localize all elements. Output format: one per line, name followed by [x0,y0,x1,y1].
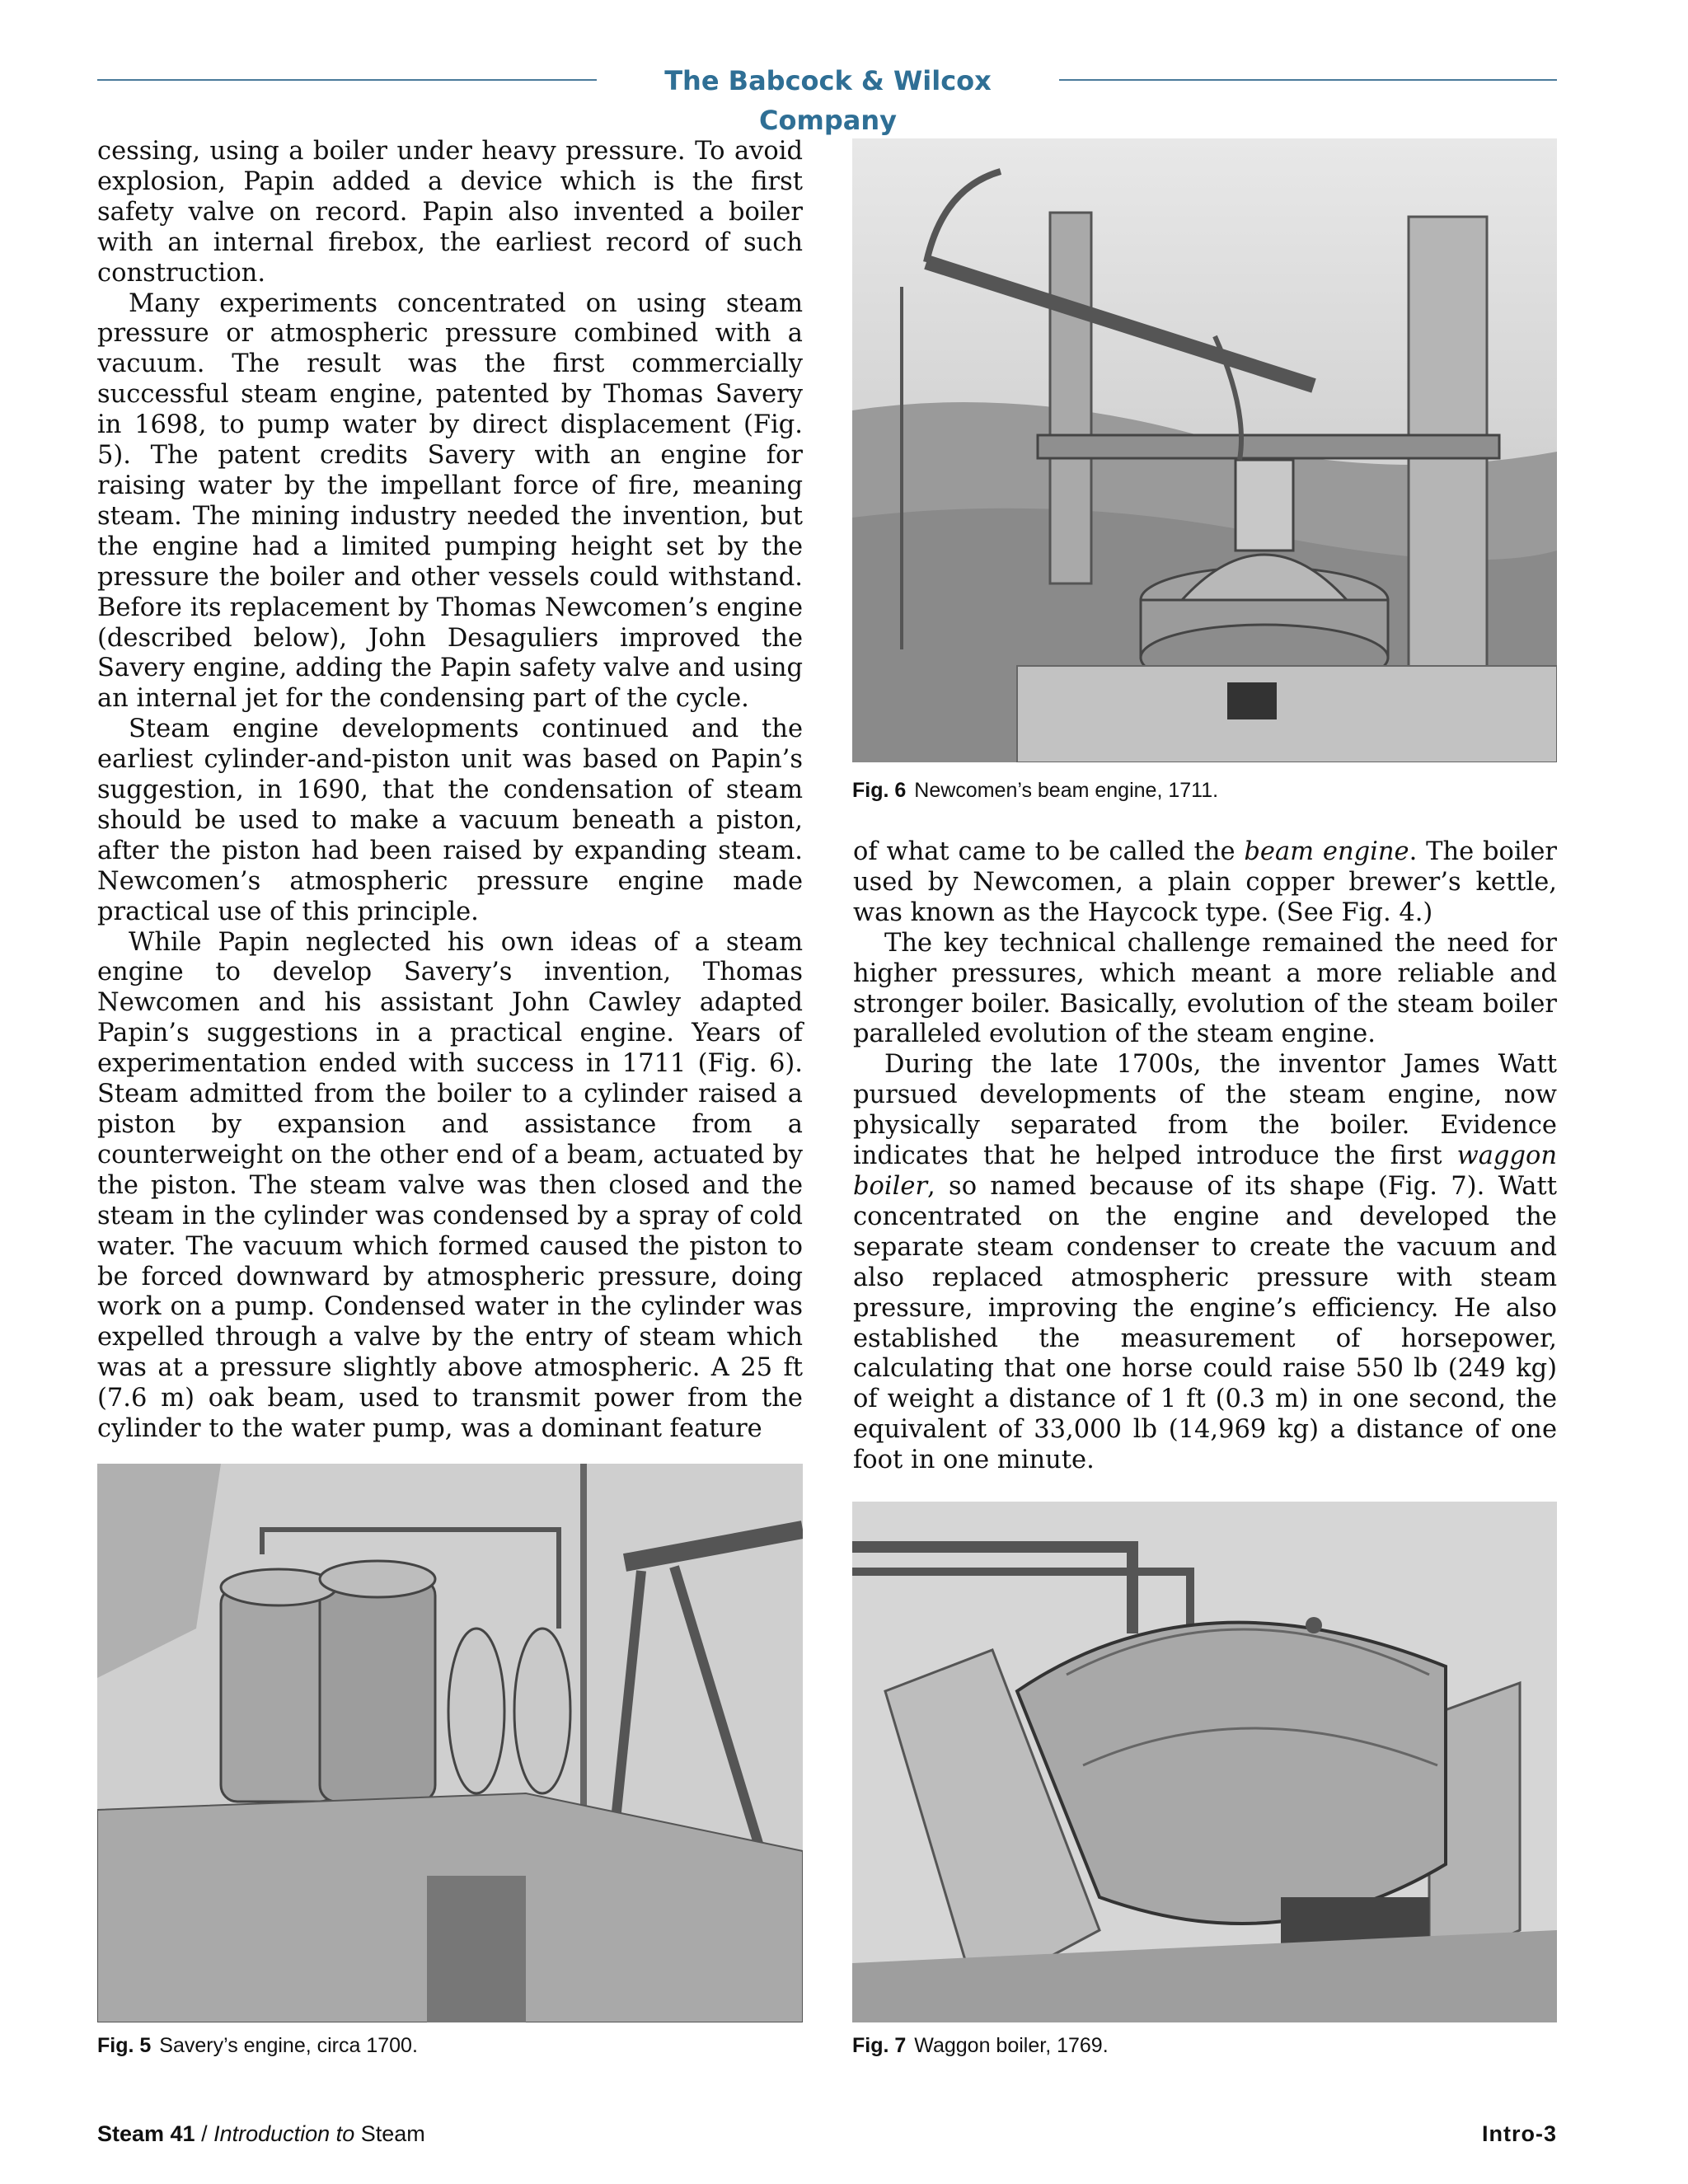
figure-label: Fig. 6 [852,779,907,802]
section-name: Steam [354,2121,425,2146]
figure-caption [97,2033,418,2058]
paragraph: While Papin neglected his own ideas of a steam engine to develop Savery’s invention, Thomas Newcomen and his assistant John Cawley adapted Papin’s suggestions in a practical engine. Years of experimentation ended with success in 1711 (Fig. 6). Steam admitted from the boiler to a cylinder raised a piston by expansion and assistance from a counterweight on the other end of a beam, actuated by the piston. The steam valve was then closed and the steam in the cylinder was condensed by a spray of cold water. The vacuum which formed caused the piston to be forced downward by atmospheric pressure, doing work on a pump. Condensed water in the cylinder was expelled through a valve by the entry of steam which was at a pressure slightly above atmospheric. A 25 ft (7.6 m) oak beam, used to transmit power from the cylinder to the water pump, was a dominant feature [97,927,803,1444]
paragraph: The key technical challenge remained the need for higher pressures, which meant a more reliable and stronger boiler. Basically, evolution of the steam boiler paralleled evolution of the steam engine. [853,928,1557,1049]
running-footer-left [97,2121,425,2147]
figure-newcomen-beam-engine [852,138,1557,762]
figure-label: Fig. 7 [852,2034,907,2057]
text-run: , so named because of its shape (Fig. 7). Watt concentrated on the engine and developed the separate steam condenser to create the vacuum and also replaced atmospheric pressure with steam pressure, improving the engine’s efficiency. He also established the measurement of horsepower, calculating that one horse could raise 550 lb (249 kg) of weight a distance of 1 ft (0.3 m) in one second, the equivalent of 33,000 lb (14,969 kg) a distance of one foot in one minute. [853,1171,1557,1475]
figure-waggon-boiler [852,1502,1557,2022]
section-italic: Introduction to [213,2121,355,2146]
text-run: . The boiler used by Newcomen, a plain copper brewer’s kettle, was known as the Haycock type. (See Fig. 4.) [853,837,1557,927]
emphasis: beam engine [1244,837,1409,866]
savery-engine-illustration [97,1464,803,2022]
text-column-right [853,837,1557,1476]
paragraph [853,837,1557,929]
paragraph: cessing, using a boiler under heavy pressure. To avoid explosion, Papin added a device which is the first safety valve on record. Papin also invented a boiler with an internal firebox, the earliest record of such construction. [97,137,803,288]
text-run: of what came to be called the [853,837,1245,866]
separator: / [195,2121,214,2146]
text-column-left [97,137,803,1445]
figure-savery-engine [97,1464,803,2022]
header-title: The Babcock & Wilcox Company [664,65,992,136]
newcomen-engine-illustration [852,138,1557,762]
paragraph [853,1050,1557,1476]
text-run: During the late 1700s, the inventor James Watt pursued developments of the steam engine, now physically separated from the boiler. Evidence indicates that he helped introduce the first [853,1050,1557,1171]
waggon-boiler-illustration [852,1502,1557,2022]
figure-caption [852,778,1218,803]
caption-text: Waggon boiler, 1769. [914,2034,1109,2057]
emphasis: waggon boiler [853,1141,1557,1201]
paragraph: Steam engine developments continued and the earliest cylinder-and-piston unit was based on Papin’s suggestion, in 1690, that the condensation of steam should be used to make a vacuum beneath a piston, after the piston had been raised by expanding steam. Newcomen’s atmospheric pressure engine made practical use of this principle. [97,715,803,926]
caption-text: Savery’s engine, circa 1700. [159,2034,418,2057]
running-header [97,61,1557,136]
book-title: Steam 41 [97,2121,195,2146]
page-number: Intro-3 [1482,2121,1557,2146]
paragraph: Many experiments concentrated on using steam pressure or atmospheric pressure combined with a vacuum. The result was the first commercially successful steam engine, patented by Thomas Savery in 1698, to pump water by direct displacement (Fig. 5). The patent credits Savery with an engine for raising water by the impellant force of fire, meaning steam. The mining industry needed the invention, but the engine had a limited pumping height set by the pressure the boiler and other vessels could withstand. Before its replacement by Thomas Newcomen’s engine (described below), John Desaguliers improved the Savery engine, adding the Papin safety valve and using an internal jet for the condensing part of the cycle. [97,288,803,714]
figure-caption [852,2033,1109,2058]
header-rule-right [1059,79,1557,81]
header-rule-left [97,79,597,81]
caption-text: Newcomen’s beam engine, 1711. [914,779,1219,802]
figure-label: Fig. 5 [97,2034,152,2057]
